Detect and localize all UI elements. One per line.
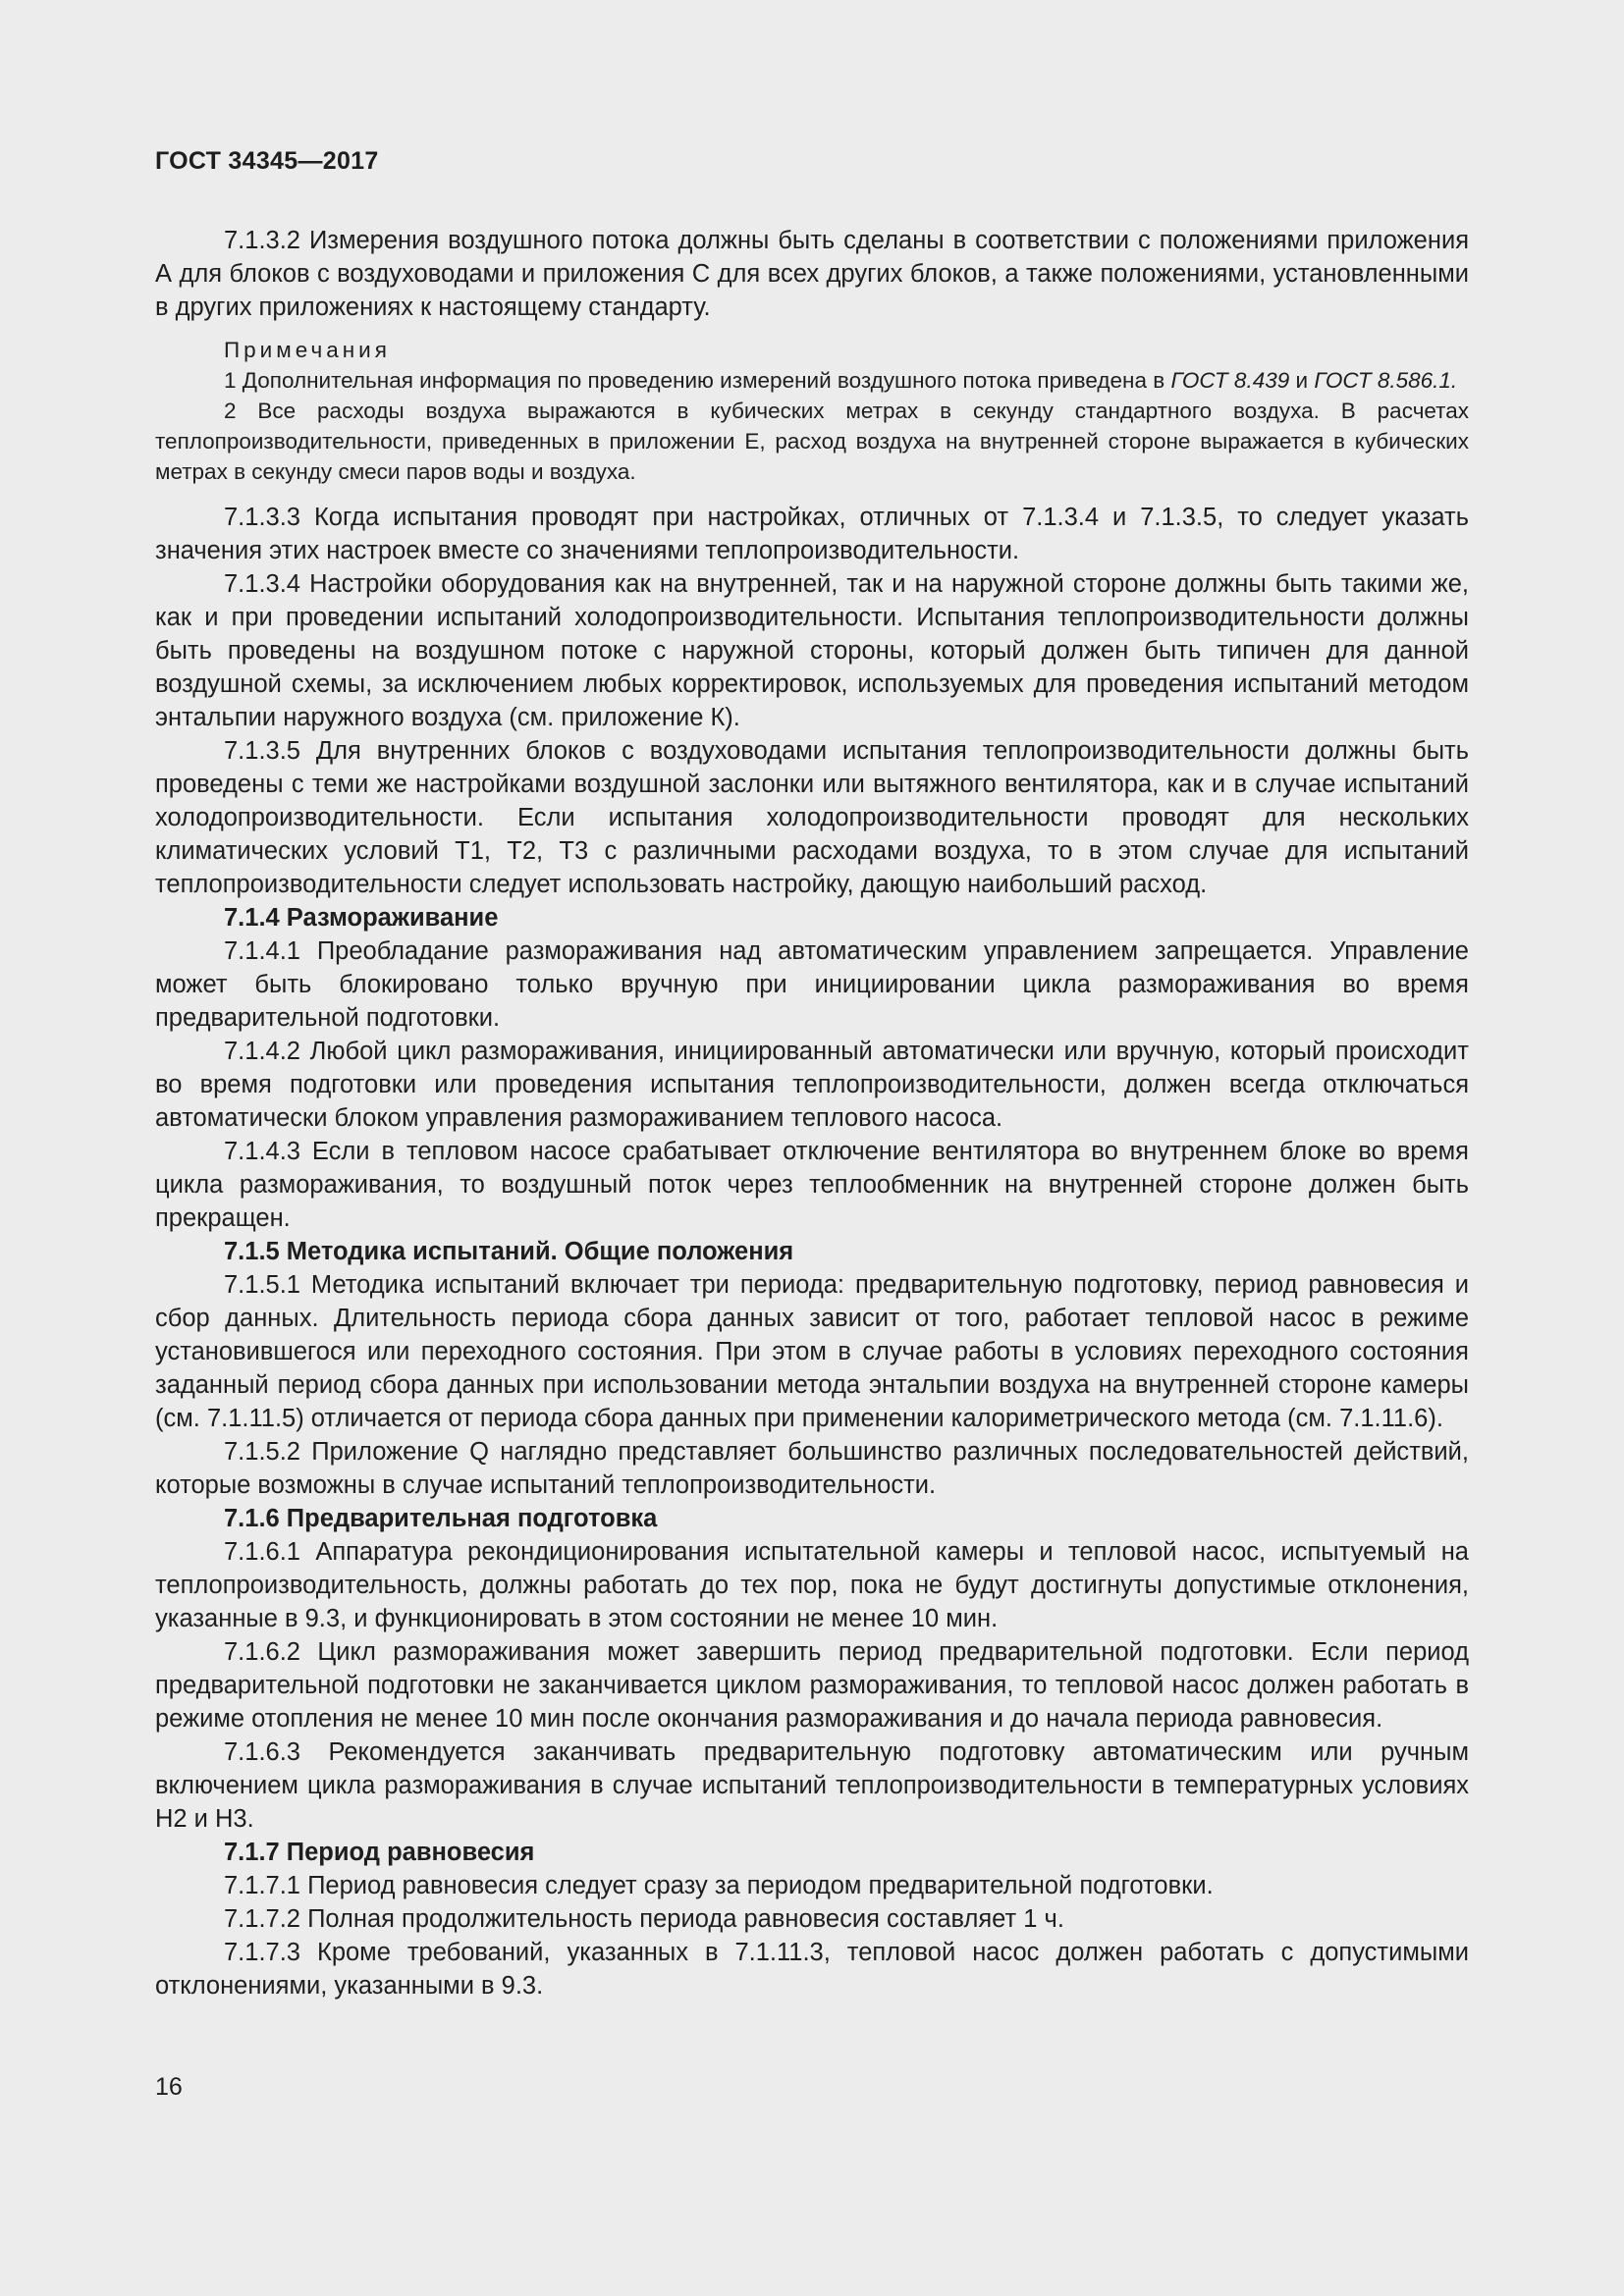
paragraph-7-1-4-2: 7.1.4.2 Любой цикл размораживания, инициированный автоматически или вручную, который происходит во время подготовки или проведения испытания теплопроизводительности, должен всегда отключаться автоматически блоком управления размораживанием теплового насоса. xyxy=(155,1038,1469,1132)
paragraph-7-1-3-5: 7.1.3.5 Для внутренних блоков с воздуховодами испытания теплопроизводительности должны быть проведены с теми же настройками воздушной заслонки или вытяжного вентилятора, как и в случае испытаний холодопроизводительности. Если испытания холодопроизводительности проводят для нескольких климатических условий Т1, Т2, Т3 с различными расходами воздуха, то в этом случае для испытаний теплопроизводительности следует использовать настройку, дающую наибольший расход. xyxy=(155,737,1469,898)
paragraph-7-1-7-1: 7.1.7.1 Период равновесия следует сразу за периодом предварительной подготовки. xyxy=(224,1872,1214,1899)
paragraph-7-1-3-3: 7.1.3.3 Когда испытания проводят при настройках, отличных от 7.1.3.4 и 7.1.3.5, то следует указать значения этих настроек вместе со значениями теплопроизводительности. xyxy=(155,504,1469,564)
paragraph-7-1-7-3: 7.1.7.3 Кроме требований, указанных в 7.1.11.3, тепловой насос должен работать с допустимыми отклонениями, указанными в 9.3. xyxy=(155,1939,1469,2000)
paragraph-7-1-7-2: 7.1.7.2 Полная продолжительность периода равновесия составляет 1 ч. xyxy=(224,1905,1064,1933)
paragraph-7-1-3-4: 7.1.3.4 Настройки оборудования как на внутренней, так и на наружной стороне должны быть такими же, как и при проведении испытаний холодопроизводительности. Испытания теплопроизводительности должны быть проведены на воздушном потоке с наружной стороны, который должен быть типичен для данной воздушной схемы, за исключением любых корректировок, используемых для проведения испытаний методом энтальпии наружного воздуха (см. приложение К). xyxy=(155,570,1469,731)
paragraph-7-1-5-1: 7.1.5.1 Методика испытаний включает три периода: предварительную подготовку, период равновесия и сбор данных. Длительность периода сбора данных зависит от того, работает тепловой насос в режиме установившегося или переходного состояния. При этом в случае работы в условиях переходного состояния заданный период сбора данных при использовании метода энтальпии воздуха на внутренней стороне камеры (см. 7.1.11.5) отличается от периода сбора данных при применении калориметрического метода (см. 7.1.11.6). xyxy=(155,1271,1469,1432)
document-body xyxy=(155,224,1469,2002)
note-1-ref-gost-8-586-1: ГОСТ 8.586.1 xyxy=(1314,368,1451,393)
page-number: 16 xyxy=(155,2073,183,2101)
paragraph-7-1-6-2: 7.1.6.2 Цикл размораживания может завершить период предварительной подготовки. Если период предварительной подготовки не заканчивается циклом размораживания, то тепловой насос должен работать в режиме отопления не менее 10 мин после окончания размораживания и до начала периода равновесия. xyxy=(155,1638,1469,1733)
note-1-ref-gost-8-439: ГОСТ 8.439 xyxy=(1170,368,1290,393)
paragraph-7-1-6-1: 7.1.6.1 Аппаратура рекондиционирования испытательной камеры и тепловой насос, испытуемый на теплопроизводительность, должны работать до тех пор, пока не будут достигнуты допустимые отклонения, указанные в 9.3, и функционировать в этом состоянии не менее 10 мин. xyxy=(155,1538,1469,1632)
paragraph-7-1-4-1: 7.1.4.1 Преобладание размораживания над автоматическим управлением запрещается. Управление может быть блокировано только вручную при инициировании цикла размораживания во время предварительной подготовки. xyxy=(155,937,1469,1032)
note-1 xyxy=(155,365,1469,396)
heading-7-1-4: 7.1.4 Размораживание xyxy=(224,904,499,932)
note-2: 2 Все расходы воздуха выражаются в кубических метрах в секунду стандартного воздуха. В расчетах теплопроизводительности, приведенных в приложении E, расход воздуха на внутренней стороне выражается в кубических метрах в секунду смеси паров воды и воздуха. xyxy=(155,399,1469,484)
heading-7-1-5: 7.1.5 Методика испытаний. Общие положения xyxy=(224,1238,794,1265)
heading-7-1-6: 7.1.6 Предварительная подготовка xyxy=(224,1505,658,1532)
note-1-end: . xyxy=(1450,368,1458,393)
notes-title: Примечания xyxy=(224,338,391,362)
note-1-and: и xyxy=(1295,368,1309,393)
paragraph-7-1-6-3: 7.1.6.3 Рекомендуется заканчивать предварительную подготовку автоматическим или ручным включением цикла размораживания в случае испытаний теплопроизводительности в температурных условиях Н2 и Н3. xyxy=(155,1738,1469,1833)
paragraph-7-1-5-2: 7.1.5.2 Приложение Q наглядно представляет большинство различных последовательностей действий, которые возможны в случае испытаний теплопроизводительности. xyxy=(155,1438,1469,1499)
document-header: ГОСТ 34345—2017 xyxy=(155,147,379,175)
paragraph-7-1-4-3: 7.1.4.3 Если в тепловом насосе срабатывает отключение вентилятора во внутреннем блоке во время цикла размораживания, то воздушный поток через теплообменник на внутренней стороне должен быть прекращен. xyxy=(155,1138,1469,1232)
paragraph-7-1-3-2: 7.1.3.2 Измерения воздушного потока должны быть сделаны в соответствии с положениями приложения А для блоков с воздуховодами и приложения С для всех других блоков, а также положениями, установленными в других приложениях к настоящему стандарту. xyxy=(155,227,1469,321)
notes-block xyxy=(155,336,1469,487)
note-1-text: 1 Дополнительная информация по проведению измерений воздушного потока приведена в xyxy=(224,368,1165,393)
heading-7-1-7: 7.1.7 Период равновесия xyxy=(224,1839,535,1866)
